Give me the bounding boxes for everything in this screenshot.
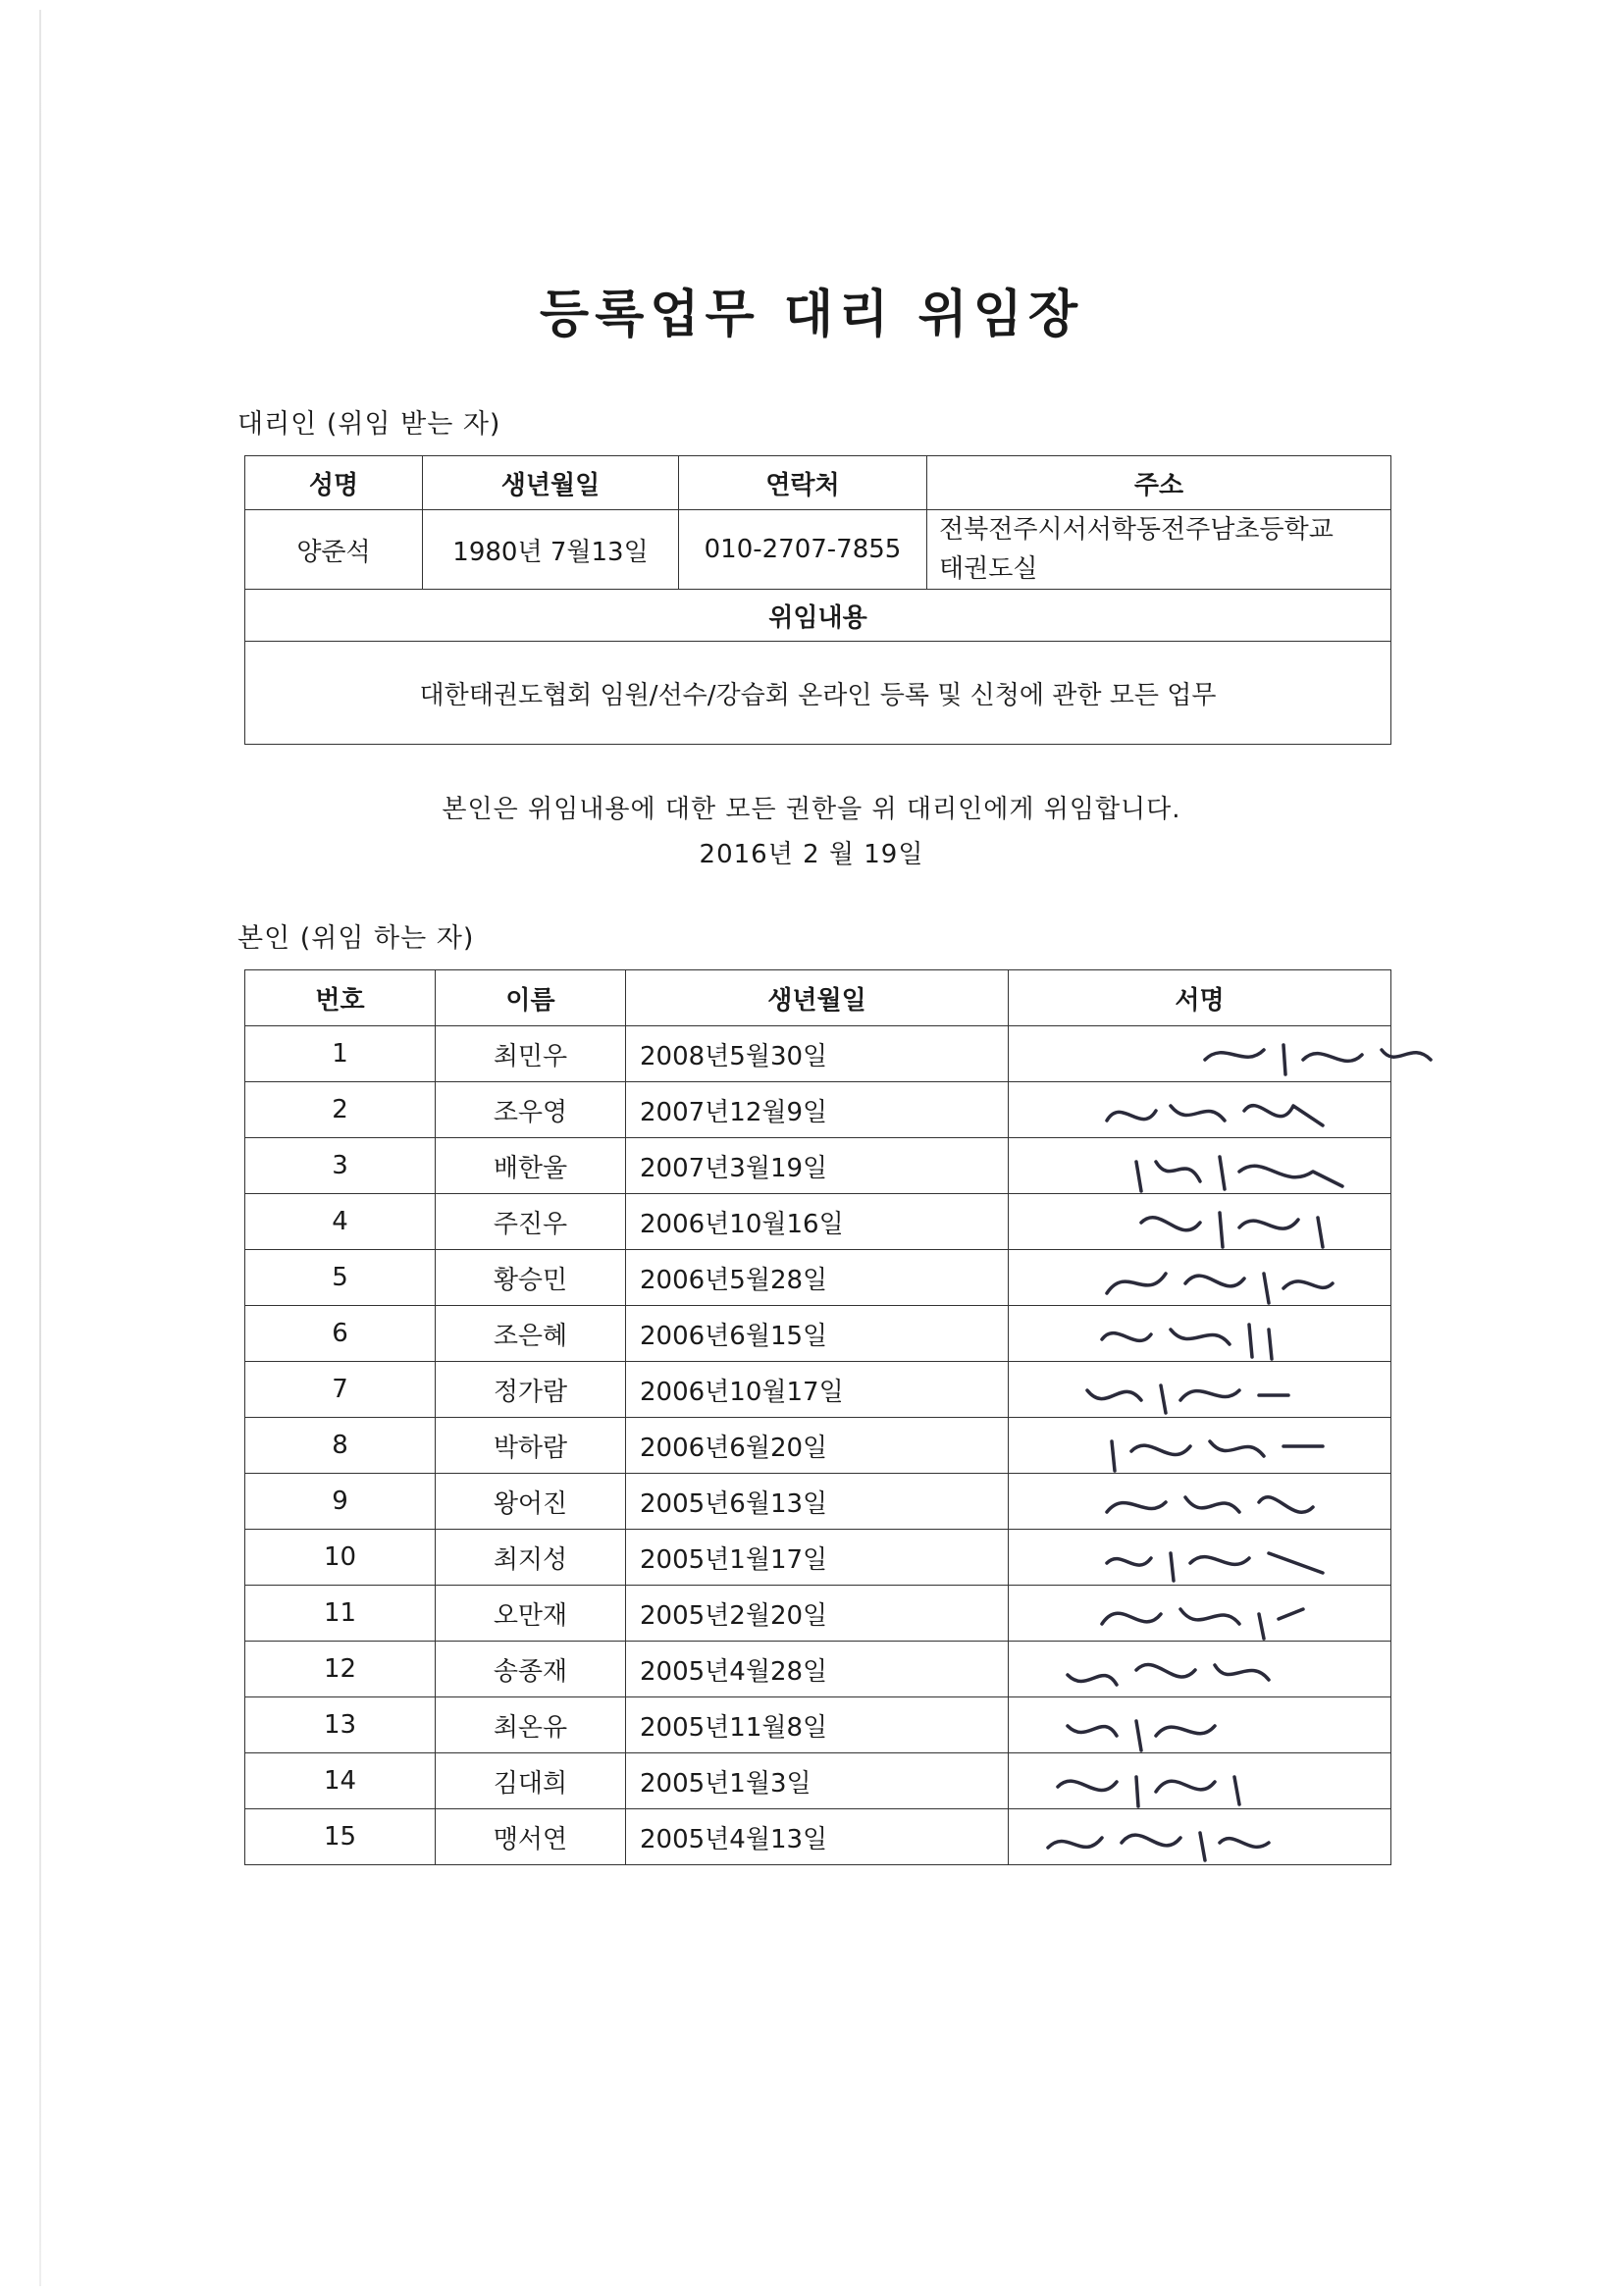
- member-row: [245, 1642, 1391, 1697]
- member-number: 13: [245, 1697, 436, 1753]
- agent-contact: 010-2707-7855: [679, 510, 927, 590]
- handwritten-signature: [1087, 1254, 1362, 1309]
- member-name: 박하람: [436, 1418, 626, 1474]
- member-signature-cell: [1009, 1306, 1391, 1362]
- agent-section-label: 대리인 (위임 받는 자): [237, 409, 501, 440]
- member-row: [245, 1250, 1391, 1306]
- agent-header-name: 성명: [245, 456, 423, 510]
- member-dob: 2005년11월8일: [626, 1697, 1009, 1753]
- member-signature-cell: [1009, 1753, 1391, 1809]
- principal-header-dob: 생년월일: [626, 970, 1009, 1026]
- member-signature-cell: [1009, 1809, 1391, 1865]
- member-row: [245, 1697, 1391, 1753]
- member-signature-cell: [1009, 1250, 1391, 1306]
- member-signature-cell: [1009, 1697, 1391, 1753]
- member-name: 오만재: [436, 1586, 626, 1642]
- member-number: 4: [245, 1194, 436, 1250]
- member-name: 황승민: [436, 1250, 626, 1306]
- member-signature-cell: [1009, 1362, 1391, 1418]
- member-name: 조우영: [436, 1082, 626, 1138]
- scope-content: 대한태권도협회 임원/선수/강습회 온라인 등록 및 신청에 관한 모든 업무: [245, 642, 1391, 745]
- scan-edge-shadow: [39, 10, 41, 2286]
- member-name: 정가람: [436, 1362, 626, 1418]
- member-number: 7: [245, 1362, 436, 1418]
- handwritten-signature: [1087, 1478, 1362, 1533]
- member-row: [245, 1753, 1391, 1809]
- agent-header-address: 주소: [927, 456, 1391, 510]
- member-number: 1: [245, 1026, 436, 1082]
- member-number: 14: [245, 1753, 436, 1809]
- agent-dob: 1980년 7월13일: [423, 510, 679, 590]
- member-name: 김대희: [436, 1753, 626, 1809]
- member-number: 3: [245, 1138, 436, 1194]
- member-row: [245, 1809, 1391, 1865]
- member-dob: 2005년4월28일: [626, 1642, 1009, 1697]
- principal-section-label: 본인 (위임 하는 자): [237, 923, 475, 954]
- member-dob: 2006년5월28일: [626, 1250, 1009, 1306]
- member-name: 조은혜: [436, 1306, 626, 1362]
- member-dob: 2008년5월30일: [626, 1026, 1009, 1082]
- member-dob: 2005년6월13일: [626, 1474, 1009, 1530]
- member-dob: 2005년1월17일: [626, 1530, 1009, 1586]
- member-number: 2: [245, 1082, 436, 1138]
- handwritten-signature: [1087, 1086, 1362, 1141]
- agent-name: 양준석: [245, 510, 423, 590]
- handwritten-signature: [1038, 1757, 1313, 1812]
- agent-table: [244, 455, 1391, 745]
- member-name: 배한울: [436, 1138, 626, 1194]
- member-name: 맹서연: [436, 1809, 626, 1865]
- agent-address: [927, 510, 1391, 590]
- member-row: [245, 1026, 1391, 1082]
- principal-header-signature: 서명: [1009, 970, 1391, 1026]
- member-signature-cell: [1009, 1418, 1391, 1474]
- agent-header-contact: 연락처: [679, 456, 927, 510]
- member-row: [245, 1530, 1391, 1586]
- member-signature-cell: [1009, 1082, 1391, 1138]
- member-signature-cell: [1009, 1474, 1391, 1530]
- member-row: [245, 1418, 1391, 1474]
- member-dob: 2005년4월13일: [626, 1809, 1009, 1865]
- member-number: 10: [245, 1530, 436, 1586]
- principal-header-no: 번호: [245, 970, 436, 1026]
- member-number: 9: [245, 1474, 436, 1530]
- member-name: 왕어진: [436, 1474, 626, 1530]
- member-row: [245, 1194, 1391, 1250]
- member-name: 최민우: [436, 1026, 626, 1082]
- member-row: [245, 1138, 1391, 1194]
- principal-table: [244, 969, 1391, 1865]
- document-title: 등록업무 대리 위임장: [539, 286, 1084, 344]
- handwritten-signature: [1117, 1198, 1391, 1253]
- member-signature-cell: [1009, 1586, 1391, 1642]
- handwritten-signature: [1087, 1534, 1362, 1589]
- delegation-statement: 본인은 위임내용에 대한 모든 권한을 위 대리인에게 위임합니다.: [442, 795, 1181, 824]
- member-dob: 2006년6월20일: [626, 1418, 1009, 1474]
- member-name: 최온유: [436, 1697, 626, 1753]
- member-signature-cell: [1009, 1026, 1391, 1082]
- member-dob: 2006년6월15일: [626, 1306, 1009, 1362]
- scope-header: 위임내용: [245, 590, 1391, 642]
- member-number: 12: [245, 1642, 436, 1697]
- handwritten-signature: [1048, 1701, 1323, 1756]
- member-signature-cell: [1009, 1138, 1391, 1194]
- member-number: 8: [245, 1418, 436, 1474]
- member-signature-cell: [1009, 1530, 1391, 1586]
- member-dob: 2005년2월20일: [626, 1586, 1009, 1642]
- handwritten-signature: [1077, 1310, 1352, 1365]
- member-dob: 2006년10월17일: [626, 1362, 1009, 1418]
- member-name: 송종재: [436, 1642, 626, 1697]
- handwritten-signature: [1087, 1422, 1362, 1477]
- member-signature-cell: [1009, 1642, 1391, 1697]
- member-name: 최지성: [436, 1530, 626, 1586]
- delegation-date: 2016년 2 월 19일: [699, 840, 924, 869]
- handwritten-signature: [1028, 1813, 1303, 1868]
- member-dob: 2007년12월9일: [626, 1082, 1009, 1138]
- handwritten-signature: [1117, 1142, 1391, 1197]
- agent-address-line1: 전북전주시서서학동전주남초등학교: [939, 515, 1334, 545]
- principal-header-name: 이름: [436, 970, 626, 1026]
- handwritten-signature: [1077, 1590, 1352, 1644]
- member-row: [245, 1362, 1391, 1418]
- member-signature-cell: [1009, 1194, 1391, 1250]
- member-name: 주진우: [436, 1194, 626, 1250]
- member-number: 15: [245, 1809, 436, 1865]
- member-row: [245, 1586, 1391, 1642]
- member-dob: 2006년10월16일: [626, 1194, 1009, 1250]
- member-row: [245, 1474, 1391, 1530]
- member-number: 6: [245, 1306, 436, 1362]
- member-number: 5: [245, 1250, 436, 1306]
- agent-header-dob: 생년월일: [423, 456, 679, 510]
- member-row: [245, 1306, 1391, 1362]
- handwritten-signature: [1048, 1645, 1323, 1700]
- member-row: [245, 1082, 1391, 1138]
- agent-address-line2: 태권도실: [939, 554, 1038, 584]
- member-number: 11: [245, 1586, 436, 1642]
- handwritten-signature: [1185, 1030, 1460, 1085]
- member-dob: 2007년3월19일: [626, 1138, 1009, 1194]
- handwritten-signature: [1068, 1366, 1342, 1421]
- member-dob: 2005년1월3일: [626, 1753, 1009, 1809]
